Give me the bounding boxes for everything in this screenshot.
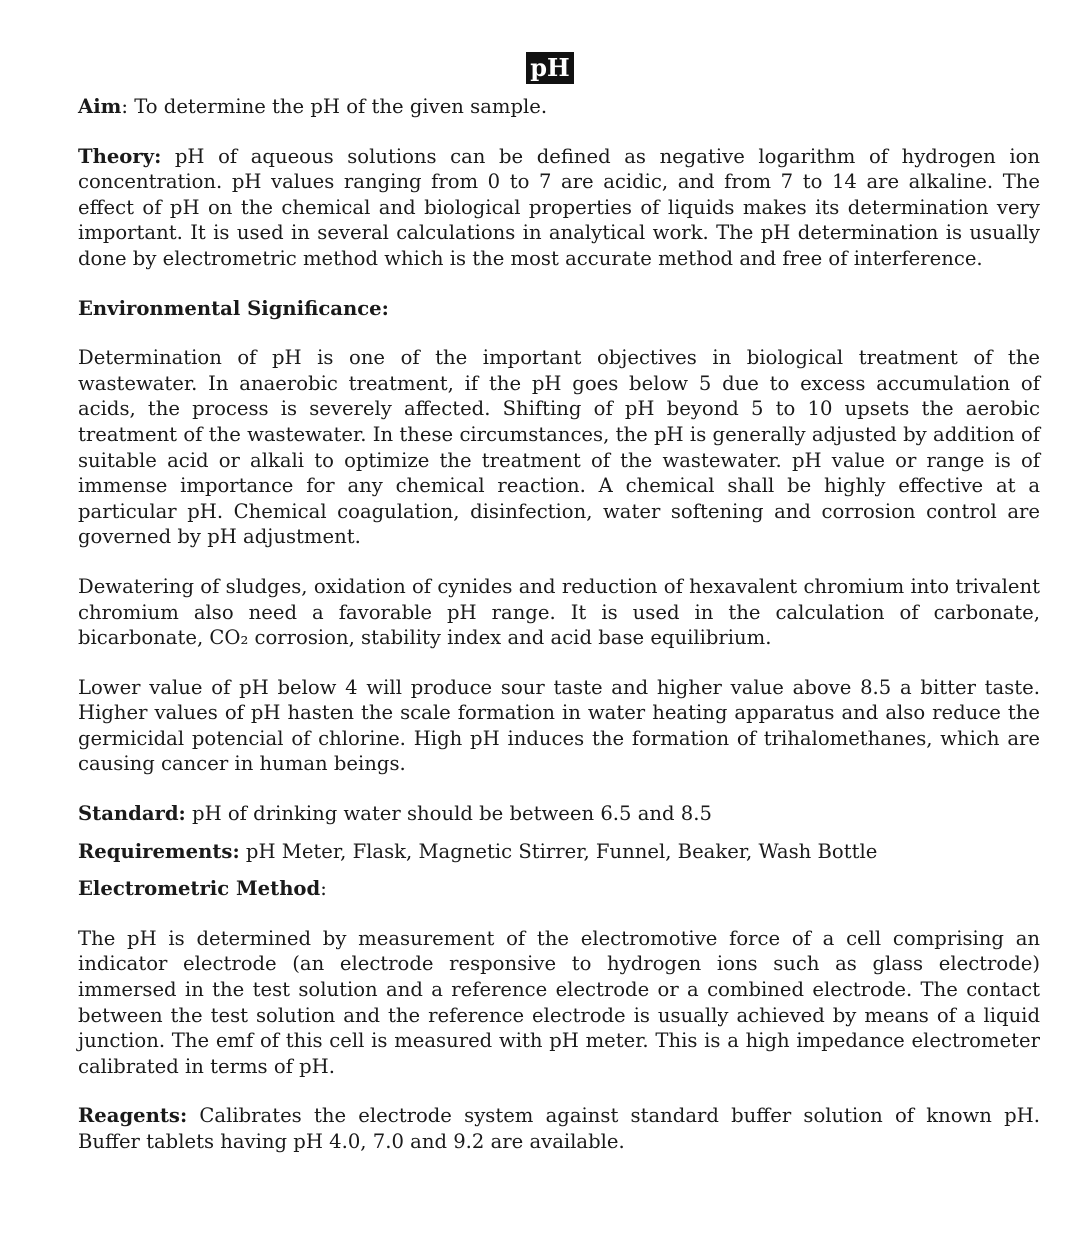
- env-paragraph-1: Determination of pH is one of the important objectives in biological treatment of the wastewater. In anaerobic treatment, if the pH goes below 5 due to excess accumulation of acids, the process is severely affected. Shifting of pH beyond 5 to 10 upsets the aerobic treatment of the wastewater. In these circumstances, the pH is generally adjusted by addition of suitable acid or alkali to optimize the treatment of the wastewater. pH value or range is of immense importance for any chemical reaction. A chemical shall be highly effective at a particular pH. Chemical coagulation, disinfection, water softening and corrosion control are governed by pH adjustment.: [78, 346, 1040, 549]
- standard-paragraph: [78, 801, 1040, 827]
- method-suffix: :: [320, 877, 327, 901]
- requirements-label: Requirements:: [78, 839, 240, 863]
- title-block: [78, 52, 1040, 84]
- reagents-text: Calibrates the electrode system against standard buffer solution of known pH. Buffer tablets having pH 4.0, 7.0 and 9.2 are available.: [78, 1104, 1040, 1153]
- env-heading: Environmental Significance:: [78, 296, 389, 320]
- standard-label: Standard:: [78, 802, 186, 826]
- method-heading: [78, 876, 1040, 902]
- page-title: pH: [526, 52, 573, 84]
- requirements-text: pH Meter, Flask, Magnetic Stirrer, Funnel, Beaker, Wash Bottle: [239, 839, 878, 863]
- aim-label: Aim: [78, 95, 122, 118]
- aim-paragraph: [78, 94, 1040, 120]
- theory-text: pH of aqueous solutions can be defined as negative logarithm of hydrogen ion concentration. pH values ranging from 0 to 7 are acidic, and from 7 to 14 are alkaline. The effect of pH on the chemical and biological properties of liquids makes its determination very important. It is used in several calculations in analytical work. The pH determination is usually done by electrometric method which is the most accurate method and free of interference.: [78, 144, 1040, 270]
- theory-label: Theory:: [78, 144, 162, 168]
- reagents-paragraph: [78, 1103, 1040, 1154]
- document-page: [78, 52, 1040, 1155]
- env-paragraph-3: Lower value of pH below 4 will produce sour taste and higher value above 8.5 a bitter taste. Higher values of pH hasten the scale formation in water heating apparatus and also reduce the germicidal potencial of chlorine. High pH induces the formation of trihalomethanes, which are causing cancer in human beings.: [78, 675, 1040, 776]
- requirements-paragraph: [78, 839, 1040, 865]
- aim-text: : To determine the pH of the given sample.: [121, 95, 548, 118]
- env-paragraph-2: Dewatering of sludges, oxidation of cynides and reduction of hexavalent chromium into trivalent chromium also need a favorable pH range. It is used in the calculation of carbonate, bicarbonate, CO₂ corrosion, stability index and acid base equilibrium.: [78, 574, 1040, 650]
- theory-paragraph: [78, 144, 1040, 272]
- method-label: Electrometric Method: [78, 877, 321, 901]
- standard-text: pH of drinking water should be between 6.5 and 8.5: [185, 802, 712, 826]
- reagents-label: Reagents:: [78, 1104, 188, 1128]
- method-paragraph: The pH is determined by measurement of the electromotive force of a cell comprising an indicator electrode (an electrode responsive to hydrogen ions such as glass electrode) immersed in the test solution and a reference electrode or a combined electrode. The contact between the test solution and the reference electrode is usually achieved by means of a liquid junction. The emf of this cell is measured with pH meter. This is a high impedance electrometer calibrated in terms of pH.: [78, 926, 1040, 1078]
